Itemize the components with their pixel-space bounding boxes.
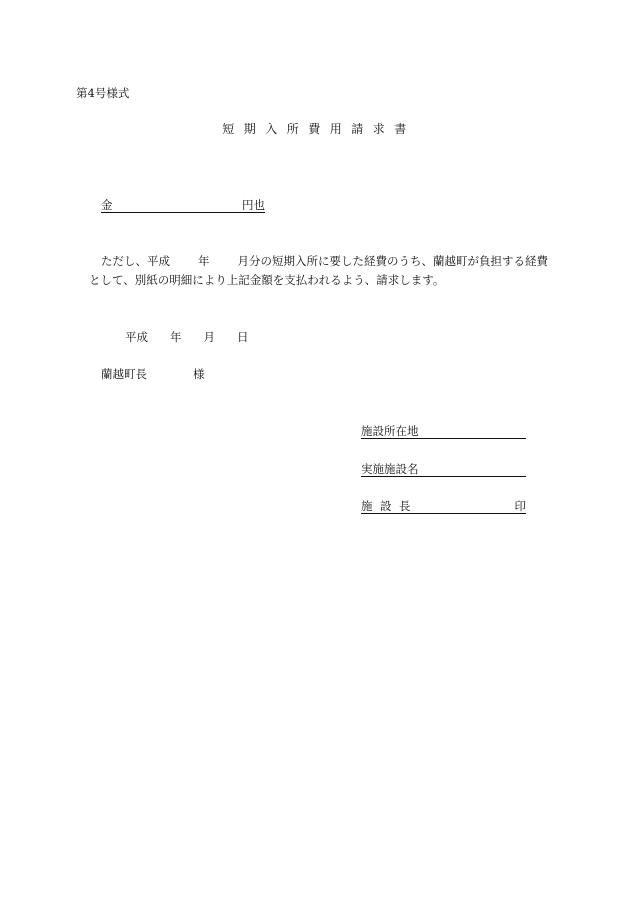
facility-address-label: 施設所在地: [361, 424, 419, 438]
facility-head-label: [361, 499, 418, 513]
body-line1-part1: ただし、平成: [101, 254, 170, 268]
amount-prefix: 金: [101, 198, 113, 212]
date-era: 平成: [125, 330, 148, 344]
date-year: 年: [170, 330, 182, 344]
facility-head-char-2: 設: [380, 499, 392, 513]
addressee-line: [101, 367, 205, 381]
document-title: 短期入所費用請求書: [222, 122, 416, 136]
facility-name-field: [361, 462, 526, 477]
body-text-line-2: として、別紙の明細により上記金額を支払われるよう、請求します。: [89, 273, 445, 287]
form-number: 第4号様式: [76, 86, 130, 100]
date-day: 日: [237, 330, 249, 344]
date-month: 月: [203, 330, 215, 344]
facility-address-field: [361, 424, 526, 439]
amount-suffix: 円也: [242, 198, 265, 212]
facility-head-char-1: 施: [361, 499, 373, 513]
seal-mark: 印: [514, 499, 526, 513]
body-line1-part3: 月分の短期入所に要した経費のうち、蘭越町が負担する経費: [237, 254, 548, 268]
facility-head-char-3: 長: [399, 499, 411, 513]
facility-head-field: [361, 499, 526, 514]
body-line1-part2: 年: [198, 254, 210, 268]
facility-name-label: 実施施設名: [361, 462, 419, 476]
addressee-name: 蘭越町長: [101, 367, 147, 381]
date-line: [125, 330, 249, 344]
amount-line: [101, 198, 265, 213]
addressee-honorific: 様: [193, 367, 205, 381]
body-text-line-1: [101, 254, 548, 268]
